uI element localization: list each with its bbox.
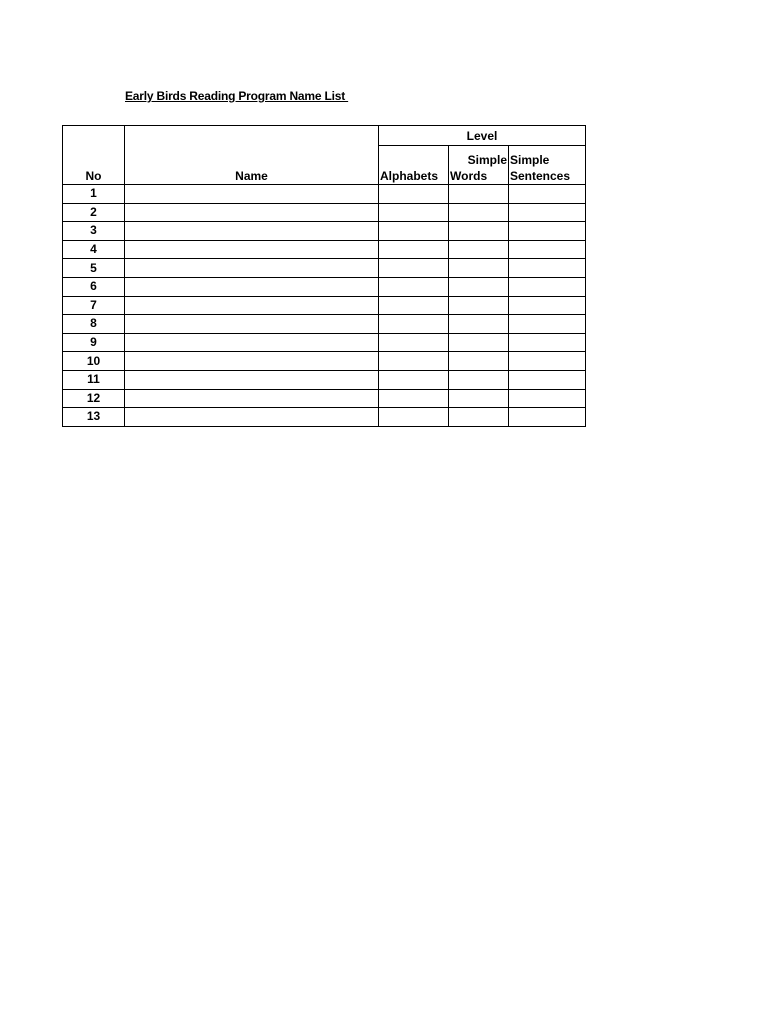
simple-words-cell[interactable] [449, 203, 509, 222]
name-cell[interactable] [125, 203, 379, 222]
table-row [63, 185, 586, 204]
alphabets-cell[interactable] [379, 333, 449, 352]
alphabets-cell[interactable] [379, 408, 449, 427]
table-row [63, 370, 586, 389]
simple-sentences-cell[interactable] [509, 333, 586, 352]
simple-words-cell[interactable] [449, 389, 509, 408]
header-alphabets: Alphabets [379, 146, 449, 185]
simple-sentences-cell[interactable] [509, 203, 586, 222]
row-number: 5 [63, 259, 125, 278]
name-cell[interactable] [125, 277, 379, 296]
name-cell[interactable] [125, 315, 379, 334]
row-number: 1 [63, 185, 125, 204]
table-row [63, 389, 586, 408]
row-number: 8 [63, 315, 125, 334]
row-number: 4 [63, 240, 125, 259]
row-number: 12 [63, 389, 125, 408]
simple-sentences-cell[interactable] [509, 259, 586, 278]
header-simple-sentences-line2: Sentences [510, 169, 571, 183]
alphabets-cell[interactable] [379, 389, 449, 408]
simple-words-cell[interactable] [449, 408, 509, 427]
simple-sentences-cell[interactable] [509, 277, 586, 296]
table-row [63, 352, 586, 371]
name-cell[interactable] [125, 408, 379, 427]
simple-sentences-cell[interactable] [509, 222, 586, 241]
simple-sentences-cell[interactable] [509, 296, 586, 315]
header-simple-words-line2: Words [450, 169, 488, 183]
header-level: Level [379, 126, 586, 146]
simple-words-cell[interactable] [449, 296, 509, 315]
name-cell[interactable] [125, 185, 379, 204]
name-cell[interactable] [125, 259, 379, 278]
name-cell[interactable] [125, 240, 379, 259]
simple-words-cell[interactable] [449, 370, 509, 389]
alphabets-cell[interactable] [379, 203, 449, 222]
alphabets-cell[interactable] [379, 370, 449, 389]
row-number: 7 [63, 296, 125, 315]
header-simple-sentences [509, 146, 586, 185]
alphabets-cell[interactable] [379, 315, 449, 334]
table-row [63, 240, 586, 259]
name-cell[interactable] [125, 222, 379, 241]
name-cell[interactable] [125, 333, 379, 352]
name-cell[interactable] [125, 296, 379, 315]
simple-sentences-cell[interactable] [509, 389, 586, 408]
simple-words-cell[interactable] [449, 352, 509, 371]
simple-words-cell[interactable] [449, 222, 509, 241]
row-number: 6 [63, 277, 125, 296]
table-row [63, 296, 586, 315]
table-row [63, 333, 586, 352]
simple-words-cell[interactable] [449, 315, 509, 334]
header-name: Name [125, 126, 379, 185]
alphabets-cell[interactable] [379, 277, 449, 296]
simple-words-cell[interactable] [449, 185, 509, 204]
name-cell[interactable] [125, 389, 379, 408]
row-number: 9 [63, 333, 125, 352]
alphabets-cell[interactable] [379, 222, 449, 241]
simple-sentences-cell[interactable] [509, 315, 586, 334]
table-row [63, 408, 586, 427]
simple-sentences-cell[interactable] [509, 352, 586, 371]
simple-sentences-cell[interactable] [509, 408, 586, 427]
row-number: 10 [63, 352, 125, 371]
name-cell[interactable] [125, 352, 379, 371]
name-list-table [62, 125, 586, 427]
alphabets-cell[interactable] [379, 240, 449, 259]
header-simple-words-line1: Simple [467, 153, 507, 167]
table-row [63, 315, 586, 334]
header-simple-sentences-line1: Simple [510, 153, 550, 167]
simple-words-cell[interactable] [449, 259, 509, 278]
row-number: 2 [63, 203, 125, 222]
alphabets-cell[interactable] [379, 259, 449, 278]
alphabets-cell[interactable] [379, 185, 449, 204]
table-row [63, 222, 586, 241]
header-no: No [63, 126, 125, 185]
row-number: 3 [63, 222, 125, 241]
simple-words-cell[interactable] [449, 277, 509, 296]
row-number: 11 [63, 370, 125, 389]
table-row [63, 203, 586, 222]
simple-words-cell[interactable] [449, 240, 509, 259]
row-number: 13 [63, 408, 125, 427]
alphabets-cell[interactable] [379, 352, 449, 371]
header-row-1 [63, 126, 586, 146]
simple-words-cell[interactable] [449, 333, 509, 352]
simple-sentences-cell[interactable] [509, 185, 586, 204]
document-title: Early Birds Reading Program Name List [125, 89, 349, 103]
simple-sentences-cell[interactable] [509, 240, 586, 259]
table-row [63, 259, 586, 278]
simple-sentences-cell[interactable] [509, 370, 586, 389]
header-simple-words [449, 146, 509, 185]
name-cell[interactable] [125, 370, 379, 389]
table-row [63, 277, 586, 296]
alphabets-cell[interactable] [379, 296, 449, 315]
